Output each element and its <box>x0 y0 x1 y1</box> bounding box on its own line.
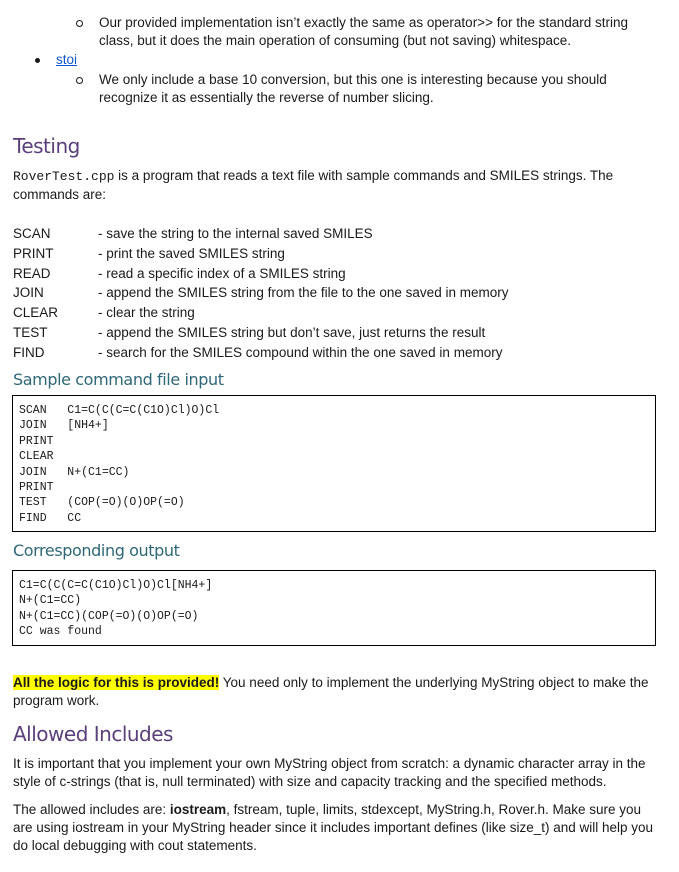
testing-heading: Testing <box>13 134 80 158</box>
allowed-iostream: iostream <box>169 802 227 817</box>
code-line: JOIN N+(C1=CC) <box>19 465 130 479</box>
code-line: FIND CC <box>19 511 82 525</box>
allowed-includes-heading: Allowed Includes <box>13 722 173 746</box>
allowed-prefix: The allowed includes are: <box>13 802 170 817</box>
testing-intro-text: is a program that reads a text file with sample commands and SMILES strings. The commands are: <box>13 168 614 202</box>
sample-input-code <box>12 395 656 532</box>
code-line: TEST (COP(=O)(O)OP(=O) <box>19 496 185 510</box>
code-line: SCAN C1=C(C(C=C(C1O)Cl)O)Cl <box>19 404 220 417</box>
list-item-stoi: We only include a base 10 conversion, but this one is interesting because you should recognize it as essentially the reverse of number slicing. <box>99 72 607 105</box>
command-description: - search for the SMILES compound within the one saved in memory <box>98 344 503 360</box>
code-line: C1=C(C(C=C(C1O)Cl)O)Cl[NH4+] <box>19 579 213 592</box>
logic-note <box>13 674 658 710</box>
command-name: SCAN <box>13 226 51 241</box>
command-name: READ <box>13 265 51 281</box>
code-line: JOIN [NH4+] <box>19 419 109 433</box>
command-description: - save the string to the internal saved SMILES <box>98 226 373 241</box>
sample-input-heading: Sample command file input <box>13 370 224 389</box>
code-line: N+(C1=CC)(COP(=O)(O)OP(=O) <box>19 609 199 623</box>
output-code <box>12 570 656 646</box>
logic-note-text: You need only to implement the underlying MyString object to make the program work. <box>13 675 649 708</box>
command-description: - read a specific index of a SMILES string <box>98 265 346 281</box>
command-name: CLEAR <box>13 305 59 321</box>
testing-intro <box>13 167 658 204</box>
code-line: CC was found <box>19 625 102 639</box>
rovertest-filename: RoverTest.cpp <box>13 169 115 184</box>
command-name: TEST <box>13 325 48 340</box>
bullet-icon <box>35 58 40 63</box>
command-description: - append the SMILES string from the file to the one saved in memory <box>98 285 509 301</box>
command-description: - print the saved SMILES string <box>98 245 285 261</box>
allowed-para-1: It is important that you implement your own MyString object from scratch: a dynamic character array in the style of c-strings (that is, null terminated) with size and capacity tracking and the specified methods. <box>13 756 646 789</box>
hollow-bullet-icon <box>76 77 83 84</box>
code-line: N+(C1=CC) <box>19 594 82 608</box>
allowed-para-2 <box>13 801 658 855</box>
hollow-bullet-icon <box>76 20 83 27</box>
command-name: PRINT <box>13 245 54 261</box>
code-line: PRINT <box>19 434 54 448</box>
output-heading: Corresponding output <box>13 541 180 560</box>
command-description: - clear the string <box>98 305 195 321</box>
allowed-rest: , fstream, tuple, limits, stdexcept, MyString.h, Rover.h. Make sure you are using iostream in your MyString header since it includes important defines (like size_t) and will help you do local debugging with cout statements. <box>13 802 654 853</box>
list-item-operator: Our provided implementation isn’t exactly the same as operator>> for the standard string class, but it does the main operation of consuming (but not saving) whitespace. <box>99 15 629 48</box>
code-line: PRINT <box>19 480 54 494</box>
command-name: JOIN <box>13 285 44 301</box>
command-name: FIND <box>13 344 45 360</box>
logic-note-highlight: All the logic for this is provided! <box>13 675 220 690</box>
command-description: - append the SMILES string but don’t save, just returns the result <box>98 325 486 340</box>
code-line: CLEAR <box>19 450 54 464</box>
stoi-link[interactable]: stoi <box>56 52 78 67</box>
